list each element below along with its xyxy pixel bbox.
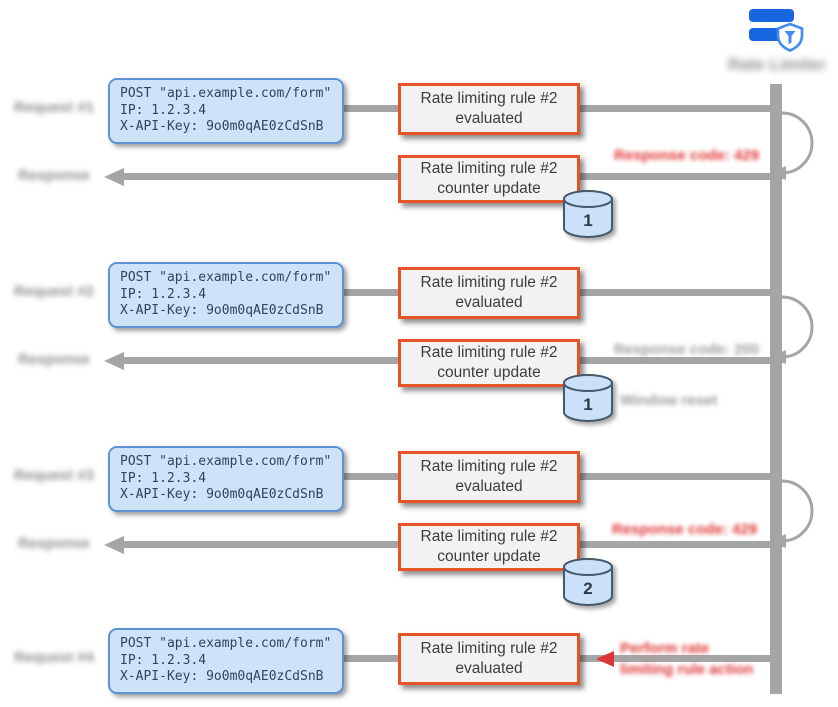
rate-action-annotation-line2: limiting rule action <box>620 661 754 678</box>
rule-counter-text-line2: counter update <box>437 180 541 197</box>
response3-label: Response <box>18 535 90 552</box>
rule-evaluated-text-line1: Rate limiting rule #2 <box>420 90 558 107</box>
response3-code-annotation: Response code: 429 <box>612 521 758 538</box>
rule-counter-box-1 <box>398 155 580 203</box>
response3-arrowhead-icon <box>104 536 124 554</box>
brand-name: Rate Limiter <box>727 55 827 74</box>
request2-card <box>108 262 344 328</box>
rule-counter-box-3 <box>398 523 580 571</box>
rule-counter-box-2 <box>398 339 580 387</box>
window-reset-note: Window reset <box>620 392 718 409</box>
counter-value-1: 1 <box>583 211 593 230</box>
loop-arc-1 <box>782 113 812 173</box>
request-line-method: POST "api.example.com/form" <box>120 270 332 285</box>
loop-arc-2 <box>782 297 812 357</box>
request1-label: Request #1 <box>13 99 95 116</box>
response1-code-annotation: Response code: 429 <box>614 147 760 164</box>
request1-card <box>108 78 344 144</box>
request4-label: Request #4 <box>13 649 95 666</box>
brand-logo-icon <box>746 4 804 52</box>
request2-label: Request #2 <box>13 283 95 300</box>
request-line-ip: IP: 1.2.3.4 <box>120 102 207 118</box>
loop-arc-3 <box>782 481 812 541</box>
rule-evaluated-box-3 <box>398 451 580 503</box>
request-line-apikey: X-API-Key: 9o0m0qAE0zCdSnB <box>120 487 324 502</box>
request4-wire-left <box>344 655 400 662</box>
rule-evaluated-text-line1: Rate limiting rule #2 <box>420 640 558 657</box>
response1-label: Response <box>18 167 90 184</box>
rule-counter-text-line2: counter update <box>437 548 541 565</box>
rule-counter-text-line1: Rate limiting rule #2 <box>420 160 558 177</box>
rule-evaluated-box-1 <box>398 83 580 135</box>
request-line-method: POST "api.example.com/form" <box>120 454 332 469</box>
response2-arrowhead-icon <box>104 352 124 370</box>
rate-action-arrowhead-icon <box>596 651 614 667</box>
rule-evaluated-text-line1: Rate limiting rule #2 <box>420 458 558 475</box>
request-line-apikey: X-API-Key: 9o0m0qAE0zCdSnB <box>120 119 324 134</box>
rule-evaluated-text-line2: evaluated <box>455 294 523 311</box>
response1-arrowhead-icon <box>104 168 124 186</box>
rule-counter-text-line1: Rate limiting rule #2 <box>420 528 558 545</box>
rate-action-annotation-line1: Perform rate <box>620 640 710 657</box>
request-line-method: POST "api.example.com/form" <box>120 636 332 651</box>
counter-value-2: 1 <box>583 395 593 414</box>
rule-counter-text-line2: counter update <box>437 364 541 381</box>
response2-label: Response <box>18 351 90 368</box>
request-line-method: POST "api.example.com/form" <box>120 86 332 101</box>
rule-evaluated-text-line2: evaluated <box>455 660 523 677</box>
counter-db-cylinder-1 <box>562 189 614 239</box>
rule-evaluated-box-4 <box>398 633 580 685</box>
request1-wire-right <box>578 105 778 112</box>
request-line-apikey: X-API-Key: 9o0m0qAE0zCdSnB <box>120 303 324 318</box>
counter-db-cylinder-2 <box>562 373 614 423</box>
request3-card <box>108 446 344 512</box>
request3-wire-left <box>344 473 400 480</box>
request-line-ip: IP: 1.2.3.4 <box>120 470 207 486</box>
request1-wire-left <box>344 105 400 112</box>
rule-evaluated-text-line2: evaluated <box>455 110 523 127</box>
counter-db-cylinder-3 <box>562 557 614 607</box>
request3-wire-right <box>578 473 778 480</box>
request2-wire-right <box>578 289 778 296</box>
rule-evaluated-box-2 <box>398 267 580 319</box>
request3-label: Request #3 <box>13 467 95 484</box>
rule-evaluated-text-line2: evaluated <box>455 478 523 495</box>
response2-code-annotation: Response code: 200 <box>614 341 760 358</box>
request4-card <box>108 628 344 694</box>
counter-value-3: 2 <box>583 579 593 598</box>
rule-counter-text-line1: Rate limiting rule #2 <box>420 344 558 361</box>
request-line-ip: IP: 1.2.3.4 <box>120 652 207 668</box>
request-line-apikey: X-API-Key: 9o0m0qAE0zCdSnB <box>120 669 324 684</box>
rule-evaluated-text-line1: Rate limiting rule #2 <box>420 274 558 291</box>
request-line-ip: IP: 1.2.3.4 <box>120 286 207 302</box>
request2-wire-left <box>344 289 400 296</box>
